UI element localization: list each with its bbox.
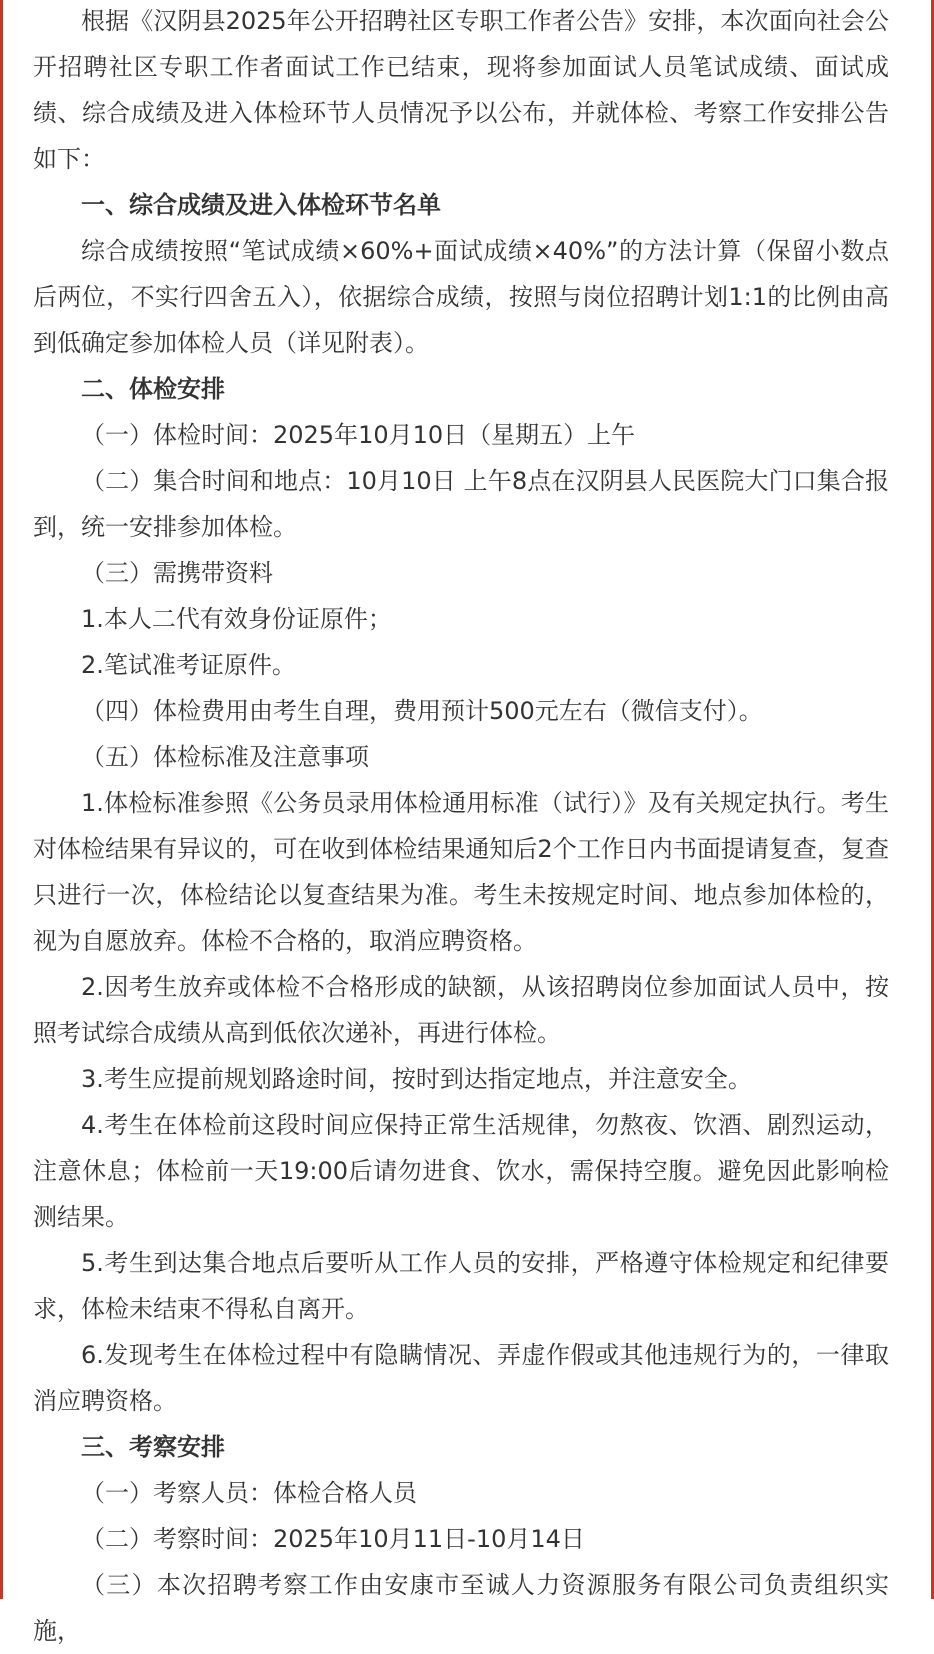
paragraph-rule-6: 6.发现考生在体检过程中有隐瞒情况、弄虚作假或其他违规行为的，一律取消应聘资格。 — [33, 1341, 889, 1415]
paragraph-material-1: 1.本人二代有效身份证原件； — [81, 605, 392, 633]
paragraph-score-method: 综合成绩按照“笔试成绩×60%+面试成绩×40%”的方法计算（保留小数点后两位，不实行四舍五入），依据综合成绩，按照与岗位招聘计划1:1的比例由高到低确定参加体检人员（详见附表）。 — [33, 237, 889, 357]
paragraph-inspect-org: （三）本次招聘考察工作由安康市至诚人力资源服务有限公司负责组织实施， — [33, 1571, 889, 1645]
paragraph-rule-5: 5.考生到达集合地点后要听从工作人员的安排，严格遵守体检规定和纪律要求，体检未结束不得私自离开。 — [33, 1249, 889, 1323]
paragraph-inspect-people: （一）考察人员：体检合格人员 — [81, 1479, 417, 1507]
paragraph-rule-4: 4.考生在体检前这段时间应保持正常生活规律，勿熬夜、饮酒、剧烈运动，注意休息；体检前一天19:00后请勿进食、饮水，需保持空腹。避免因此影响检测结果。 — [33, 1111, 889, 1231]
paragraph-fee: （四）体检费用由考生自理，费用预计500元左右（微信支付）。 — [81, 697, 763, 725]
section-heading-1: 一、综合成绩及进入体检环节名单 — [81, 191, 441, 219]
section-heading-2: 二、体检安排 — [81, 375, 225, 403]
section-heading-3: 三、考察安排 — [81, 1433, 225, 1461]
intro-paragraph: 根据《汉阴县2025年公开招聘社区专职工作者公告》安排，本次面向社会公开招聘社区专职工作者面试工作已结束，现将参加面试人员笔试成绩、面试成绩、综合成绩及进入体检环节人员情况予以公布，并就体检、考察工作安排公告如下： — [33, 7, 889, 173]
paragraph-rule-1: 1.体检标准参照《公务员录用体检通用标准（试行）》及有关规定执行。考生对体检结果有异议的，可在收到体检结果通知后2个工作日内书面提请复查，复查只进行一次，体检结论以复查结果为准。考生未按规定时间、地点参加体检的，视为自愿放弃。体检不合格的，取消应聘资格。 — [33, 789, 889, 955]
paragraph-standards: （五）体检标准及注意事项 — [81, 743, 369, 771]
paragraph-exam-time: （一）体检时间：2025年10月10日（星期五）上午 — [81, 421, 636, 449]
paragraph-material-2: 2.笔试准考证原件。 — [81, 651, 296, 679]
paragraph-rule-2: 2.因考生放弃或体检不合格形成的缺额，从该招聘岗位参加面试人员中，按照考试综合成绩从高到低依次递补，再进行体检。 — [33, 973, 889, 1047]
paragraph-gathering: （二）集合时间和地点：10月10日 上午8点在汉阴县人民医院大门口集合报到，统一安排参加体检。 — [33, 467, 889, 541]
paragraph-rule-3: 3.考生应提前规划路途时间，按时到达指定地点，并注意安全。 — [81, 1065, 752, 1093]
paragraph-inspect-time: （二）考察时间：2025年10月11日-10月14日 — [81, 1525, 585, 1553]
paragraph-materials: （三）需携带资料 — [81, 559, 273, 587]
document-body — [33, 0, 889, 1654]
